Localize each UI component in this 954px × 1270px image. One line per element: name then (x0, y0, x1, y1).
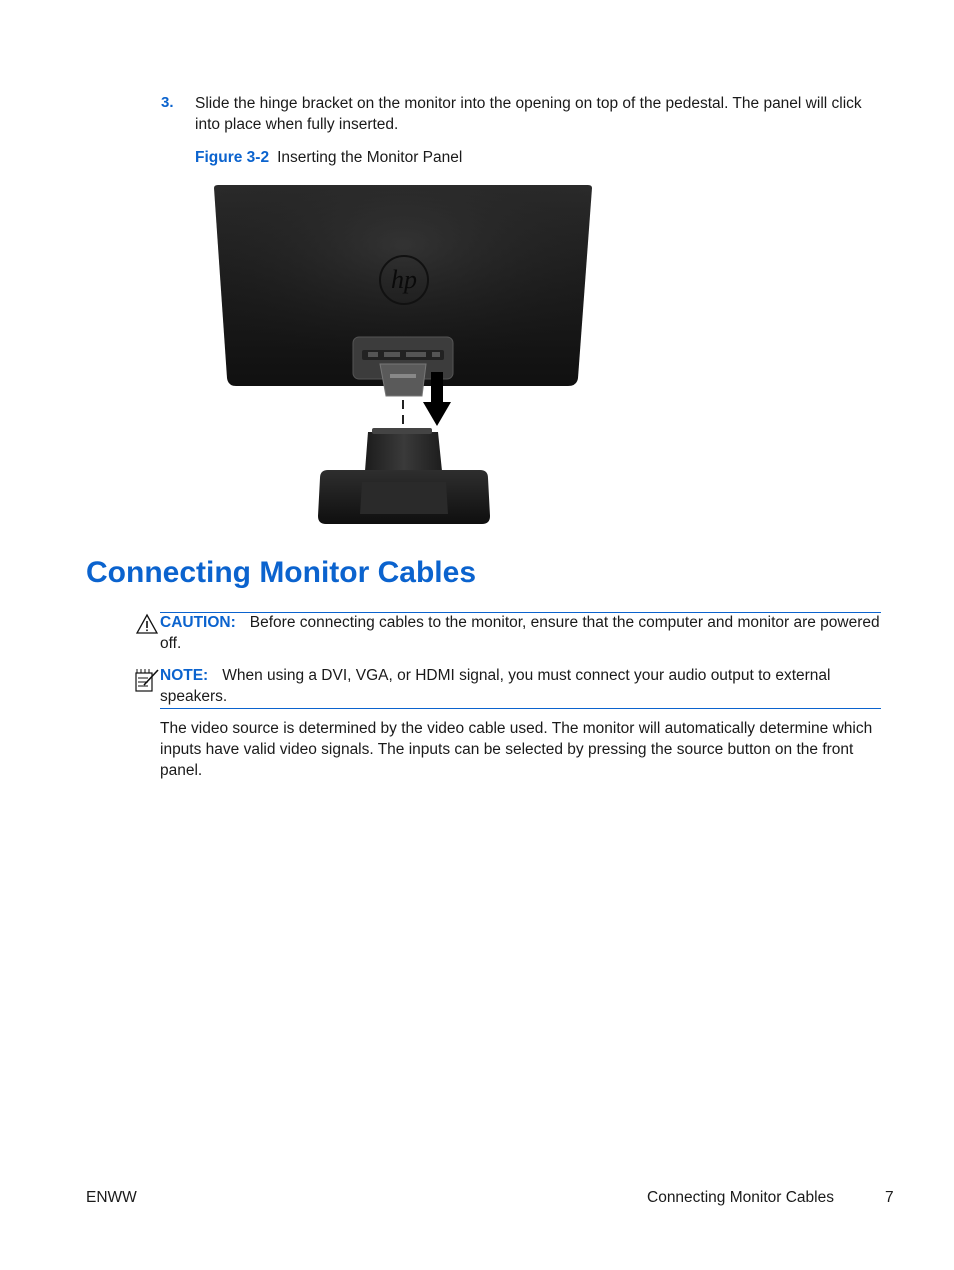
hinge-bracket (380, 364, 426, 396)
note-label: NOTE: (160, 667, 209, 684)
note-text: When using a DVI, VGA, or HDMI signal, you must connect your audio output to external speakers. (160, 667, 831, 705)
step-number: 3. (161, 94, 174, 111)
body-paragraph: The video source is determined by the video cable used. The monitor will automatically determine which inputs have valid video signals. The inputs can be selected by pressing the source button on the front panel. (160, 720, 873, 779)
monitor-illustration (210, 182, 598, 528)
svg-text:hp: hp (391, 265, 417, 294)
section-heading: Connecting Monitor Cables (86, 556, 476, 589)
figure-label: Figure 3-2 (195, 149, 270, 166)
footer-section-title: Connecting Monitor Cables (647, 1189, 834, 1206)
step-text: Slide the hinge bracket on the monitor into the opening on top of the pedestal. The panel will click into place when fully inserted. (195, 95, 862, 133)
caution-label: CAUTION: (160, 614, 236, 631)
footer-page-number: 7 (885, 1189, 894, 1206)
figure-caption (195, 147, 462, 168)
figure-caption-text: Inserting the Monitor Panel (277, 149, 463, 166)
note-bottom-rule (160, 708, 881, 709)
note-notice (160, 665, 880, 707)
caution-notice (160, 612, 880, 654)
warning-triangle-icon (136, 613, 158, 635)
note-pencil-icon (134, 667, 160, 693)
caution-text: Before connecting cables to the monitor, ensure that the computer and monitor are powered off. (160, 614, 880, 652)
footer-left: ENWW (86, 1189, 137, 1206)
monitor-figure (210, 182, 598, 528)
